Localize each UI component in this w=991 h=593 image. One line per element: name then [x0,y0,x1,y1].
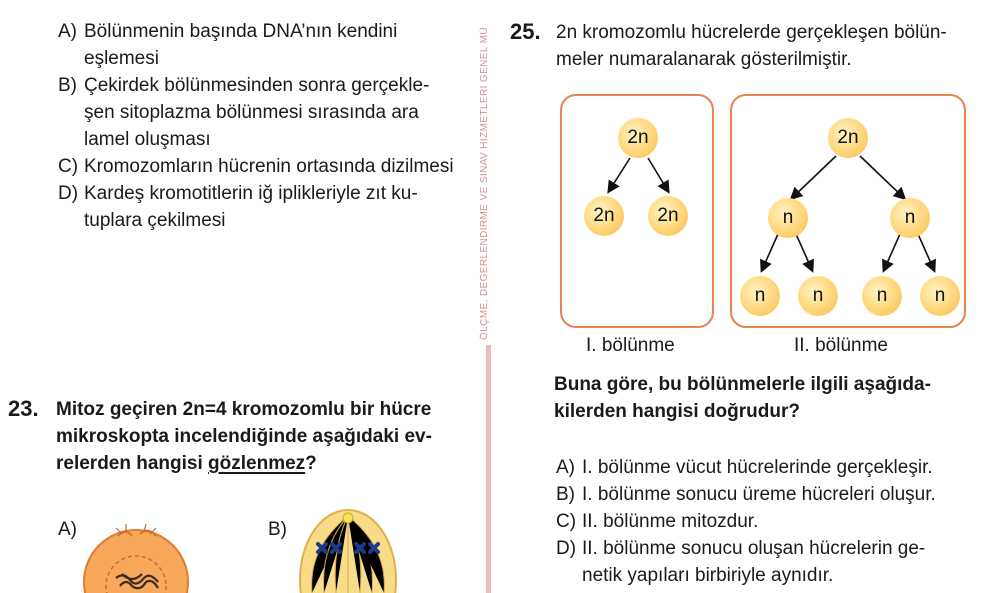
option-b-prev-cont1: şen sitoplazma bölünmesi sırasında ara [84,102,419,123]
q23-option-a-label[interactable]: A) [58,519,77,540]
option-a-prev-cont: eşlemesi [84,48,159,69]
diagram-1-child-cell: 2n [648,196,688,236]
q25-option-c[interactable]: C) II. bölünme mitozdur. [556,511,759,532]
diagram-2-caption: II. bölünme [794,335,888,356]
diagram-2-level2-cell: n [890,198,930,238]
prophase-cell-image[interactable] [82,516,192,593]
option-c-prev[interactable]: C) Kromozomların hücrenin ortasında dizilmesi [58,156,454,177]
question-25-stem-line2: meler numaralanarak gösterilmiştir. [556,49,852,70]
diagram-1-child-cell: 2n [584,196,624,236]
q25-option-a[interactable]: A) I. bölünme vücut hücrelerinde gerçekleşir. [556,457,933,478]
metaphase-spindle-image[interactable] [298,508,398,593]
question-25-prompt-line1: Buna göre, bu bölünmelerle ilgili aşağıda- [554,374,931,395]
division-diagram-1 [560,94,714,328]
question-23-line1: Mitoz geçiren 2n=4 kromozomlu bir hücre [56,399,432,420]
option-a-prev[interactable]: A) Bölünmenin başında DNA’nın kendini [58,21,398,42]
diagram-2-level3-cell: n [798,276,838,316]
question-23-line3: relerden hangisi gözlenmez? [56,453,317,474]
question-23-number: 23. [8,396,39,421]
diagram-2-level3-cell: n [862,276,902,316]
emphasis-gozlenmez: gözlenmez [208,453,306,474]
column-divider [486,345,491,593]
diagram-1-caption: I. bölünme [586,335,675,356]
diagram-2-level3-cell: n [740,276,780,316]
diagram-2-level2-cell: n [768,198,808,238]
q25-option-d[interactable]: D) II. bölünme sonucu oluşan hücrelerin ge- [556,538,926,559]
option-d-prev-cont: tuplara çekilmesi [84,210,226,231]
question-25-number: 25. [510,19,541,44]
option-d-prev[interactable]: D) Kardeş kromotitlerin iğ iplikleriyle zıt ku- [58,183,418,204]
division-diagram-2 [730,94,966,328]
diagram-2-parent-cell: 2n [828,118,868,158]
q25-option-b[interactable]: B) I. bölünme sonucu üreme hücreleri oluşur. [556,484,936,505]
option-b-prev-cont2: lamel oluşması [84,129,211,150]
diagram-2-level3-cell: n [920,276,960,316]
question-23-line2: mikroskopta incelendiğinde aşağıdaki ev- [56,426,432,447]
q25-option-d-cont: netik yapıları birbiriyle aynıdır. [582,565,834,586]
question-25-stem-line1: 2n kromozomlu hücrelerde gerçekleşen bölün- [556,22,947,43]
question-25-prompt-line2: kilerden hangisi doğrudur? [554,401,800,422]
q23-option-b-label[interactable]: B) [268,519,287,540]
option-b-prev[interactable]: B) Çekirdek bölünmesinden sonra gerçekle- [58,75,430,96]
diagram-1-parent-cell: 2n [618,118,658,158]
publisher-vertical-text: ÖLÇME, DEĞERLENDİRME VE SINAV HİZMETLERİ GENEL MÜ [479,27,490,340]
